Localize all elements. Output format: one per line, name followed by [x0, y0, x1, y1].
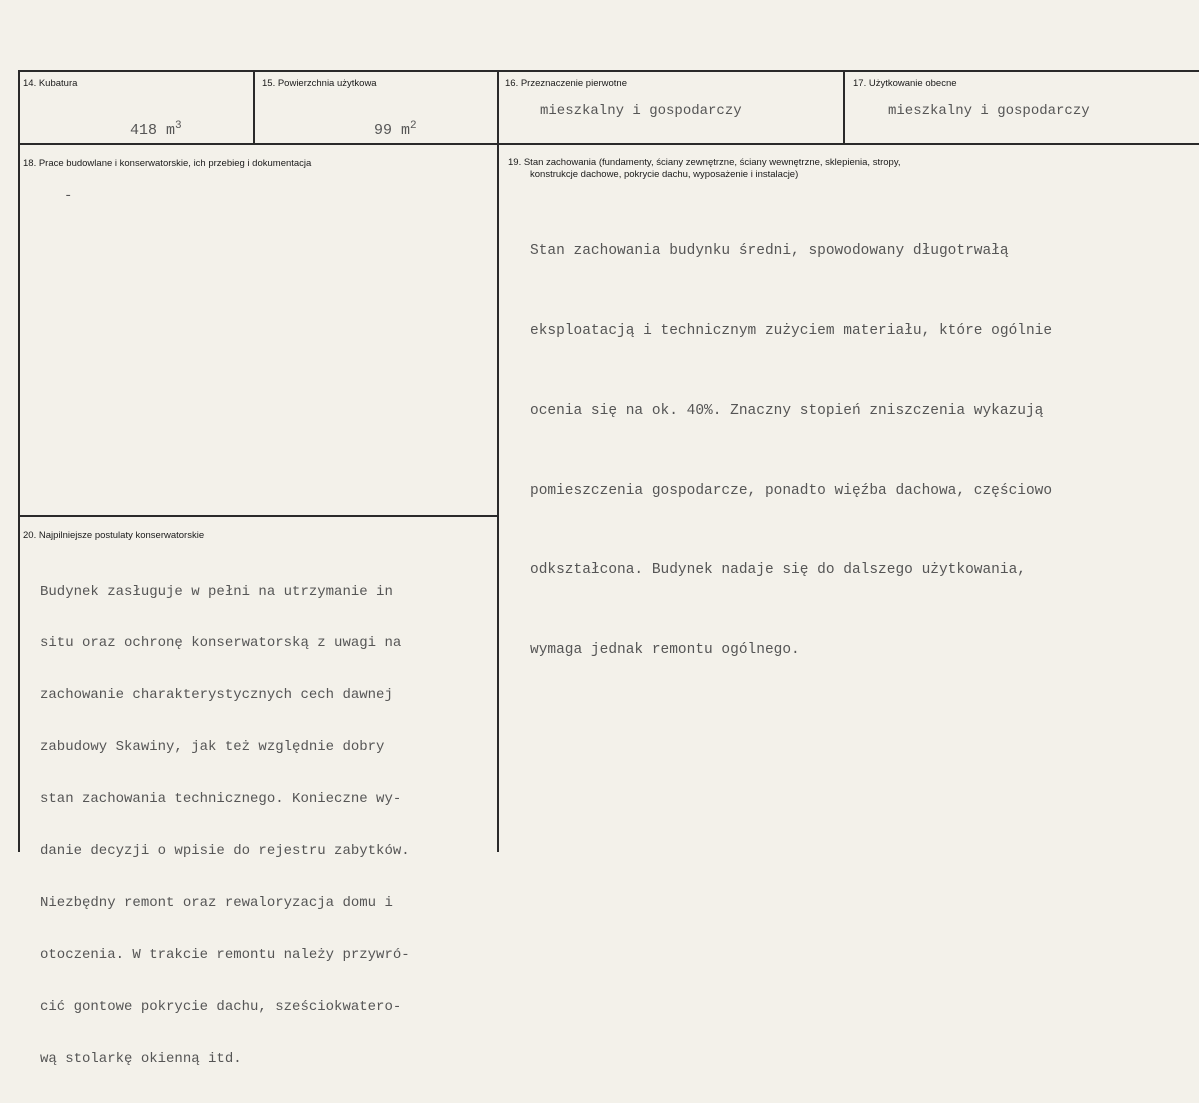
field-20-line: situ oraz ochronę konserwatorską z uwagi na: [40, 635, 402, 652]
field-20-line: zabudowy Skawiny, jak też względnie dobry: [40, 739, 385, 756]
field-19-line: ocenia się na ok. 40%. Znaczny stopień zniszczenia wykazują: [530, 402, 1044, 419]
divider-16-17: [843, 70, 845, 145]
field-19-line: Stan zachowania budynku średni, spowodowany długotrwałą: [530, 243, 1009, 260]
field-19-label-line2: konstrukcje dachowe, pokrycie dachu, wyposażenie i instalacje): [530, 169, 799, 180]
field-14-exponent: 3: [175, 120, 182, 132]
field-15-value: [338, 103, 417, 156]
row1-bottom-border: [18, 143, 1199, 145]
field-20-line: danie decyzji o wpisie do rejestru zabytków.: [40, 843, 410, 860]
field-19-line: wymaga jednak remontu ogólnego.: [530, 642, 800, 659]
field-16-label: 16. Przeznaczenie pierwotne: [505, 78, 627, 89]
field-14-number: 418 m: [130, 122, 176, 139]
field-20-label: 20. Najpilniejsze postulaty konserwatorskie: [23, 530, 205, 541]
field-20-line: Budynek zasługuje w pełni na utrzymanie in: [40, 583, 393, 600]
field-20-line: zachowanie charakterystycznych cech dawnej: [40, 687, 393, 704]
left-border: [18, 70, 20, 852]
field-19-text: [530, 185, 1052, 717]
field-20-line: stan zachowania technicznego. Konieczne wy-: [40, 791, 402, 808]
field-18-label: 18. Prace budowlane i konserwatorskie, ich przebieg i dokumentacja: [23, 158, 312, 169]
field-16-value: mieszkalny i gospodarczy: [540, 103, 742, 119]
field-20-text: [40, 549, 410, 1103]
field-17-label: 17. Użytkowanie obecne: [853, 78, 957, 89]
field-20-line: Niezbędny remont oraz rewaloryzacja domu i: [40, 894, 393, 911]
field-19-label-line1: 19. Stan zachowania (fundamenty, ściany zewnętrzne, ściany wewnętrzne, sklepienia, stropy,: [508, 157, 901, 168]
field-20-line: otoczenia. W trakcie remontu należy przywró-: [40, 946, 410, 963]
field-14-label: 14. Kubatura: [23, 78, 78, 89]
field-15-number: 99 m: [374, 122, 411, 139]
field-19-line: eksploatacją i technicznym zużyciem materiału, które ogólnie: [530, 322, 1053, 339]
main-divider: [497, 70, 499, 852]
field-19-line: pomieszczenia gospodarcze, ponadto więźba dachowa, częściowo: [530, 482, 1053, 499]
field-14-value: [94, 103, 182, 156]
field-17-value: mieszkalny i gospodarczy: [888, 103, 1090, 119]
field-20-line: cić gontowe pokrycie dachu, sześciokwatero-: [40, 998, 402, 1015]
top-border: [18, 70, 1199, 72]
field-15-label: 15. Powierzchnia użytkowa: [262, 78, 377, 89]
section20-top-border: [18, 515, 499, 517]
field-20-line: wą stolarkę okienną itd.: [40, 1050, 242, 1067]
field-19-line: odkształcona. Budynek nadaje się do dalszego użytkowania,: [530, 562, 1026, 579]
field-18-value: -: [64, 188, 73, 204]
divider-14-15: [253, 70, 255, 145]
field-15-exponent: 2: [410, 120, 417, 132]
